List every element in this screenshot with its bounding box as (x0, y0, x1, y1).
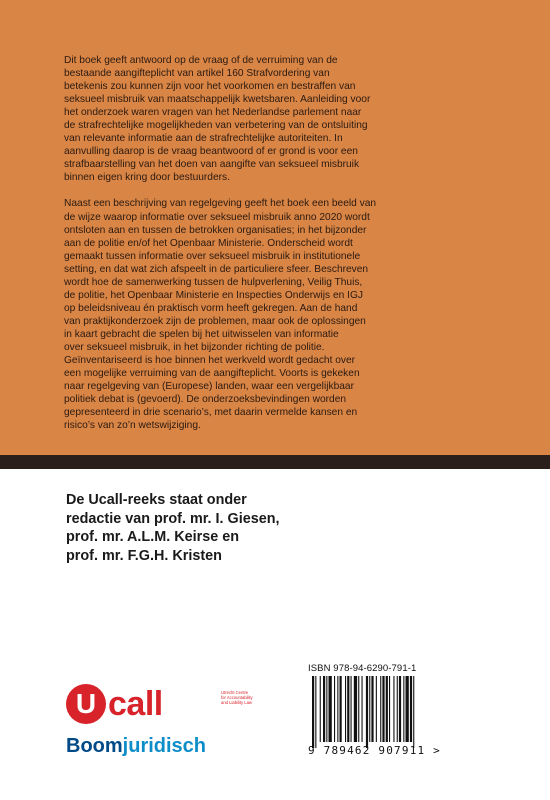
barcode-bar (329, 676, 332, 742)
barcode-bar (340, 676, 342, 742)
barcode-bar (347, 676, 349, 742)
ucall-logo-word: call (108, 685, 163, 723)
publisher-logo-juridisch: juridisch (122, 735, 207, 757)
barcode-bar (410, 676, 412, 742)
barcode-bar (312, 676, 314, 748)
publisher-logo (66, 734, 206, 758)
barcode-bar (380, 676, 381, 742)
barcode-bar (389, 676, 390, 742)
barcode-bar (403, 676, 404, 742)
barcode-bar (397, 676, 398, 742)
barcode-bar (354, 676, 357, 742)
ucall-logo-letter: U (66, 684, 106, 724)
back-cover-blurb (64, 54, 504, 445)
blurb-paragraph-1: Dit boek geeft antwoord op de vraag of de verruiming van de bestaande aangifteplicht van artikel 160 Strafvordering van betekenis zou kunnen zijn voor het voorkomen en bestraffen van seksueel misbruik van maatschappelijk kwetsbaren. Aanleiding voor het onderzoek waren vragen van het Nederlandse parlement naar de strafrechtelijke mogelijkheden van verbetering van de ontsluiting van relevante informatie aan de strafrechtelijke autoriteiten. In aanvulling daarop is de vraag beantwoord of er grond is voor een strafbaarstelling van het doen van aangifte van seksueel misbruik binnen eigen kring door bestuurders. (64, 55, 371, 184)
barcode-bar (358, 676, 359, 742)
barcode-bar (386, 676, 388, 742)
barcode-bar (351, 676, 352, 742)
barcode-bar (399, 676, 401, 742)
barcode-bar (393, 676, 394, 742)
barcode-bar (320, 676, 321, 742)
barcode-bar (369, 676, 370, 742)
barcode-bar (382, 676, 384, 742)
barcode-bar (345, 676, 346, 742)
barcode-bar (413, 676, 414, 748)
isbn-label: ISBN 978-94-6290-791-1 (308, 663, 417, 674)
blurb-paragraph-2: Naast een beschrijving van regelgeving geeft het boek een beeld van de wijze waarop informatie over seksueel misbruik anno 2020 wordt ontsloten aan en tussen de betrokken organisaties; in het bijzonder aan de politie en/of het Openbaar Ministerie. Onderscheid wordt gemaakt tussen informatie over seksueel misbruik in institutionele setting, en dat wat zich afspeelt in de particuliere sfeer. Beschreven wordt hoe de samenwerking tussen de hulpverlening, Veilig Thuis, de politie, het Openbaar Ministerie en Inspecties Onderwijs en IGJ op beleidsniveau én praktisch vorm heeft gekregen. Aan de hand van praktijkonderzoek zijn de problemen, maar ook de oplossingen in kaart gebracht die spelen bij het uitwisselen van informatie over seksueel misbruik, in het bijzonder richting de politie. Geïnventariseerd is hoe binnen het werkveld wordt gedacht over een mogelijke verruiming van de aangifteplicht. Voorts is gekeken naar regelgeving van (Europese) landen, waar een vergelijkbaar politiek debat is (gevoerd). De onderzoeksbevindingen worden gepresenteerd in drie scenario’s, met daarin vermelde kansen en risico’s van zo’n wetswijziging. (64, 198, 377, 432)
barcode-bar (334, 676, 335, 742)
barcode-digits: 9 789462 907911 > (308, 744, 441, 757)
barcode-bar (366, 676, 368, 748)
series-editors-text: De Ucall-reeks staat onder redactie van prof. mr. I. Giesen, prof. mr. A.L.M. Keirse en prof. mr. F.G.H. Kristen (66, 492, 280, 564)
barcode-bar (371, 676, 373, 742)
barcode-bar (376, 676, 377, 742)
barcode-bar (315, 676, 316, 748)
barcode-bar (326, 676, 327, 742)
dark-divider-band (0, 455, 550, 469)
barcode (308, 676, 498, 748)
ucall-logo (66, 684, 253, 724)
barcode-bar (323, 676, 325, 742)
publisher-logo-boom: Boom (66, 735, 123, 757)
barcode-bar (406, 676, 409, 742)
barcode-bar (362, 676, 363, 742)
barcode-bar (337, 676, 338, 742)
ucall-logo-subtitle: Utrecht Centre for Accountability and Liability Law (221, 690, 253, 705)
